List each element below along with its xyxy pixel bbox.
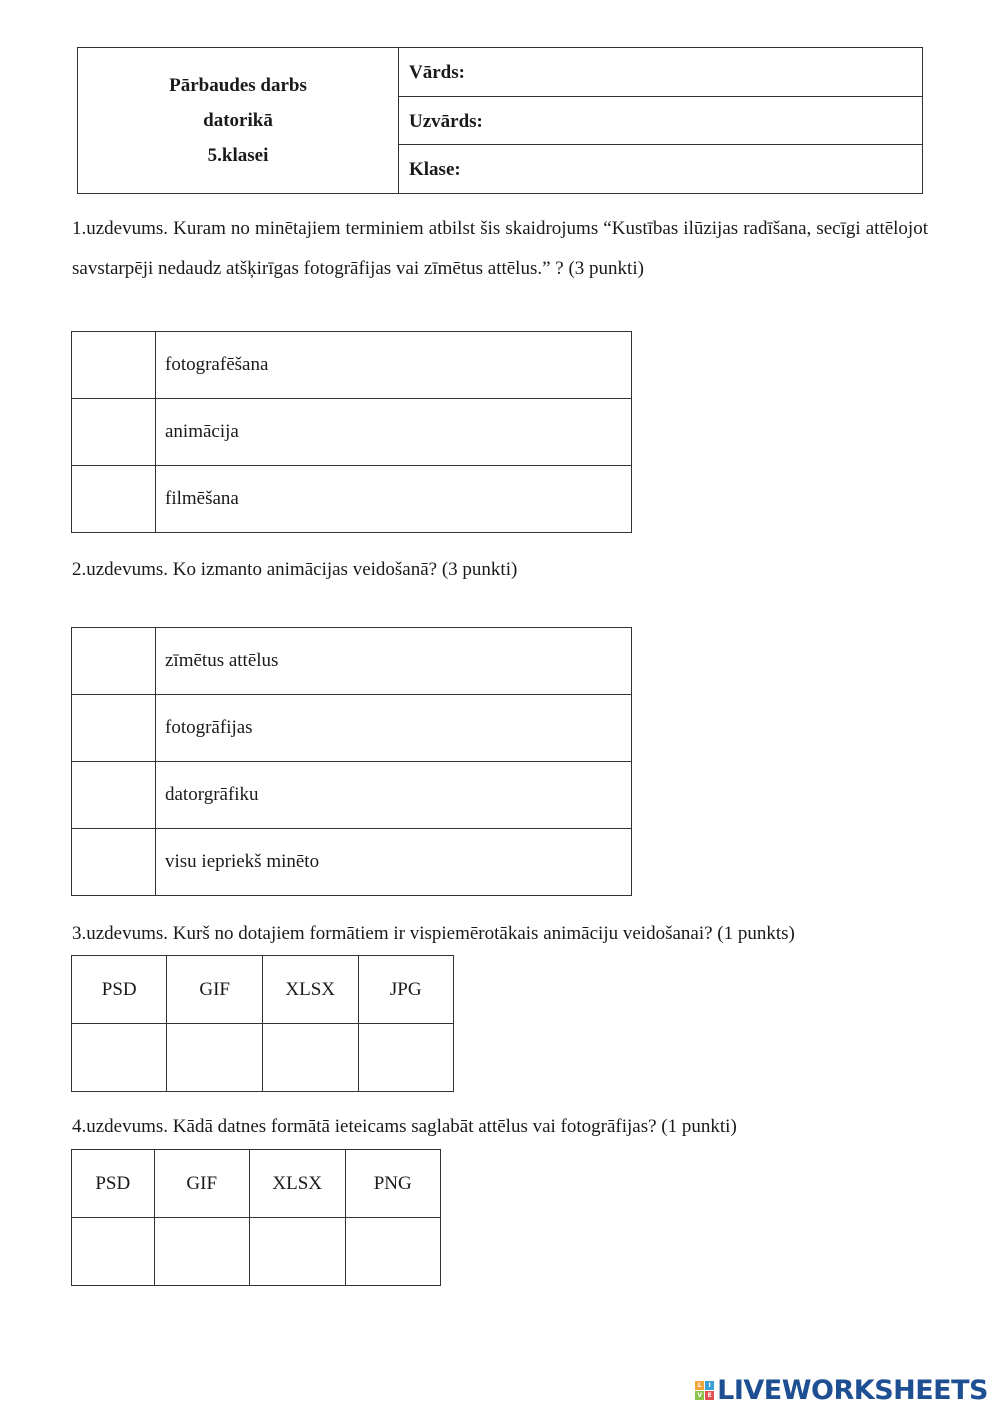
format-label: GIF	[154, 1150, 249, 1218]
answer-checkbox[interactable]	[72, 399, 156, 466]
option-label: fotogrāfijas	[156, 695, 632, 762]
title-line-2: datorikā	[203, 110, 273, 131]
option-label: animācija	[156, 399, 632, 466]
logo-text: LIVEWORKSHEETS	[717, 1374, 988, 1406]
answer-checkbox[interactable]	[72, 762, 156, 829]
option-row	[72, 332, 632, 399]
answer-box[interactable]	[249, 1218, 345, 1286]
answer-checkbox[interactable]	[72, 466, 156, 533]
option-row	[72, 628, 632, 695]
answer-box[interactable]	[262, 1024, 358, 1092]
question-3-formats	[71, 955, 454, 1092]
option-row	[72, 829, 632, 896]
question-2-options	[71, 627, 632, 896]
answer-checkbox[interactable]	[72, 829, 156, 896]
answer-checkbox[interactable]	[72, 695, 156, 762]
logo-grid-icon	[695, 1381, 714, 1400]
question-1-text: 1.uzdevums. Kuram no minētajiem terminiem atbilst šis skaidrojums “Kustības ilūzijas radīšana, secīgi attēlojot savstarpēji nedaudz atšķirīgas fotogrāfijas vai zīmētus attēlus.” ? (3 punkti)	[72, 218, 928, 279]
answer-box[interactable]	[358, 1024, 453, 1092]
option-label: filmēšana	[156, 466, 632, 533]
option-row	[72, 762, 632, 829]
worksheet-title	[78, 48, 399, 194]
answer-checkbox[interactable]	[72, 628, 156, 695]
logo-letter: I	[705, 1381, 714, 1390]
title-line-1: Pārbaudes darbs	[169, 75, 307, 96]
option-label: zīmētus attēlus	[156, 628, 632, 695]
answer-box[interactable]	[167, 1024, 262, 1092]
surname-field[interactable]: Uzvārds:	[399, 96, 923, 145]
question-4-text: 4.uzdevums. Kādā datnes formātā ieteicams saglabāt attēlus vai fotogrāfijas? (1 punkti)	[72, 1116, 737, 1137]
class-field[interactable]: Klase:	[399, 145, 923, 194]
option-label: datorgrāfiku	[156, 762, 632, 829]
format-label: XLSX	[249, 1150, 345, 1218]
option-row	[72, 466, 632, 533]
answer-box[interactable]	[72, 1218, 155, 1286]
format-label: GIF	[167, 956, 262, 1024]
answer-box[interactable]	[345, 1218, 441, 1286]
answer-box[interactable]	[154, 1218, 249, 1286]
answer-checkbox[interactable]	[72, 332, 156, 399]
format-label: PSD	[72, 1150, 155, 1218]
liveworksheets-logo	[695, 1373, 988, 1407]
title-line-3: 5.klasei	[207, 145, 269, 166]
header-table	[77, 47, 923, 194]
name-field[interactable]: Vārds:	[399, 48, 923, 97]
question-1-options	[71, 331, 632, 533]
option-label: visu iepriekš minēto	[156, 829, 632, 896]
format-label: PNG	[345, 1150, 441, 1218]
format-label: JPG	[358, 956, 453, 1024]
question-4-formats	[71, 1149, 441, 1286]
option-row	[72, 695, 632, 762]
logo-letter: L	[695, 1381, 704, 1390]
logo-letter: E	[705, 1391, 714, 1400]
option-row	[72, 399, 632, 466]
option-label: fotografēšana	[156, 332, 632, 399]
question-3-text: 3.uzdevums. Kurš no dotajiem formātiem ir vispiemērotākais animāciju veidošanai? (1 punkts)	[72, 923, 795, 944]
question-2-text: 2.uzdevums. Ko izmanto animācijas veidošanā? (3 punkti)	[72, 559, 518, 580]
format-label: PSD	[72, 956, 167, 1024]
format-label: XLSX	[262, 956, 358, 1024]
answer-box[interactable]	[72, 1024, 167, 1092]
logo-letter: V	[695, 1391, 704, 1400]
